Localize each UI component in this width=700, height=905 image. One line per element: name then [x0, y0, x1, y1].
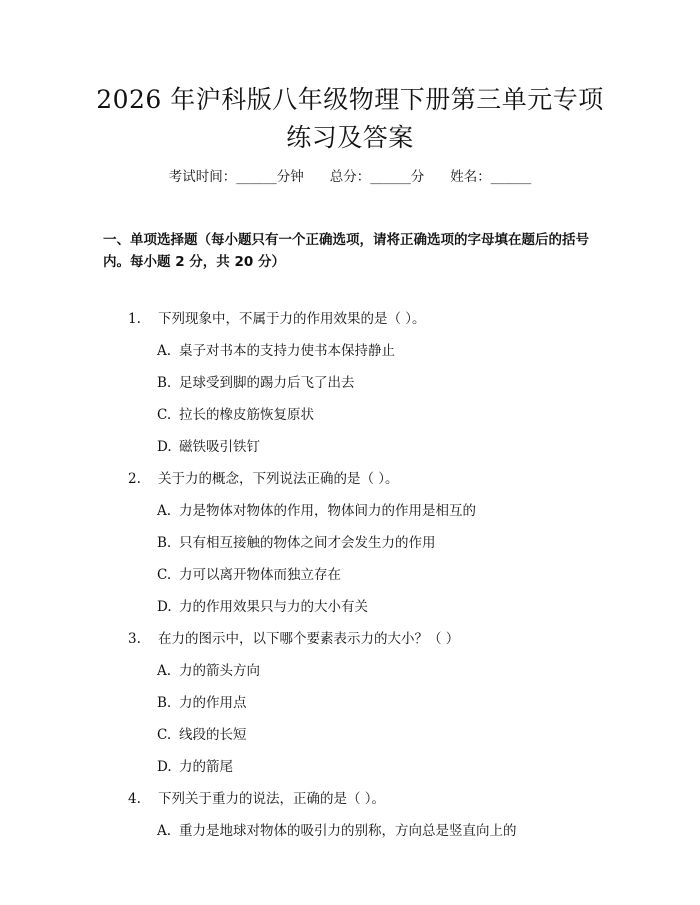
option-letter: D.: [157, 759, 172, 775]
option-letter: A.: [157, 343, 172, 359]
option-text: 线段的长短: [179, 727, 247, 743]
question-text: 在力的图示中，以下哪个要素表示力的大小？（ ）: [158, 631, 460, 647]
option-item: [157, 661, 617, 681]
question-number: 1.: [128, 311, 141, 327]
option-text: 力的作用点: [179, 695, 247, 711]
option-text: 拉长的橡皮筋恢复原状: [179, 407, 314, 423]
question-text: 关于力的概念，下列说法正确的是（ ）。: [158, 471, 399, 487]
section-heading: 一、单项选择题（每小题只有一个正确选项，请将正确选项的字母填在题后的括号内。每小题 2 分，共 20 分）: [103, 232, 589, 270]
option-item: [157, 533, 617, 553]
option-letter: B.: [157, 695, 172, 711]
option-letter: A.: [157, 503, 172, 519]
option-text: 力可以离开物体而独立存在: [179, 567, 341, 583]
option-letter: B.: [157, 535, 172, 551]
question-number: 3.: [128, 631, 141, 647]
option-item: [157, 693, 617, 713]
option-text: 足球受到脚的踢力后飞了出去: [179, 375, 355, 391]
option-item: [157, 757, 617, 777]
option-text: 磁铁吸引铁钉: [179, 439, 260, 455]
option-text: 力的作用效果只与力的大小有关: [179, 599, 368, 615]
exam-meta-row: [0, 167, 700, 187]
option-letter: C.: [157, 407, 172, 423]
option-text: 桌子对书本的支持力使书本保持静止: [179, 343, 395, 359]
total-score-field: 总分：______分: [329, 169, 425, 185]
option-letter: D.: [157, 439, 172, 455]
option-text: 力是物体对物体的作用，物体间力的作用是相互的: [179, 503, 476, 519]
question-text: 下列关于重力的说法，正确的是（ ）。: [158, 791, 386, 807]
option-letter: B.: [157, 375, 172, 391]
option-item: [157, 597, 617, 617]
option-item: [157, 437, 617, 457]
option-item: [157, 565, 617, 585]
option-text: 重力是地球对物体的吸引力的别称，方向总是竖直向上的: [179, 823, 517, 839]
option-item: [157, 821, 617, 841]
exam-time-field: 考试时间：______分钟: [168, 169, 304, 185]
option-letter: C.: [157, 567, 172, 583]
option-text: 力的箭头方向: [179, 663, 260, 679]
question-item: [128, 309, 608, 329]
option-item: [157, 501, 617, 521]
option-letter: C.: [157, 727, 172, 743]
option-item: [157, 341, 617, 361]
question-item: [128, 469, 608, 489]
option-item: [157, 373, 617, 393]
question-number: 4.: [128, 791, 141, 807]
question-item: [128, 789, 608, 809]
option-item: [157, 725, 617, 745]
question-item: [128, 629, 608, 649]
question-text: 下列现象中，不属于力的作用效果的是（ ）。: [158, 311, 426, 327]
document-title-line2: 练习及答案: [286, 123, 414, 152]
option-letter: D.: [157, 599, 172, 615]
option-text: 只有相互接触的物体之间才会发生力的作用: [179, 535, 436, 551]
question-number: 2.: [128, 471, 141, 487]
student-name-field: 姓名：______: [450, 169, 532, 185]
option-letter: A.: [157, 663, 172, 679]
option-letter: A.: [157, 823, 172, 839]
option-text: 力的箭尾: [179, 759, 233, 775]
document-title-line1: 2026 年沪科版八年级物理下册第三单元专项: [96, 85, 604, 114]
option-item: [157, 405, 617, 425]
